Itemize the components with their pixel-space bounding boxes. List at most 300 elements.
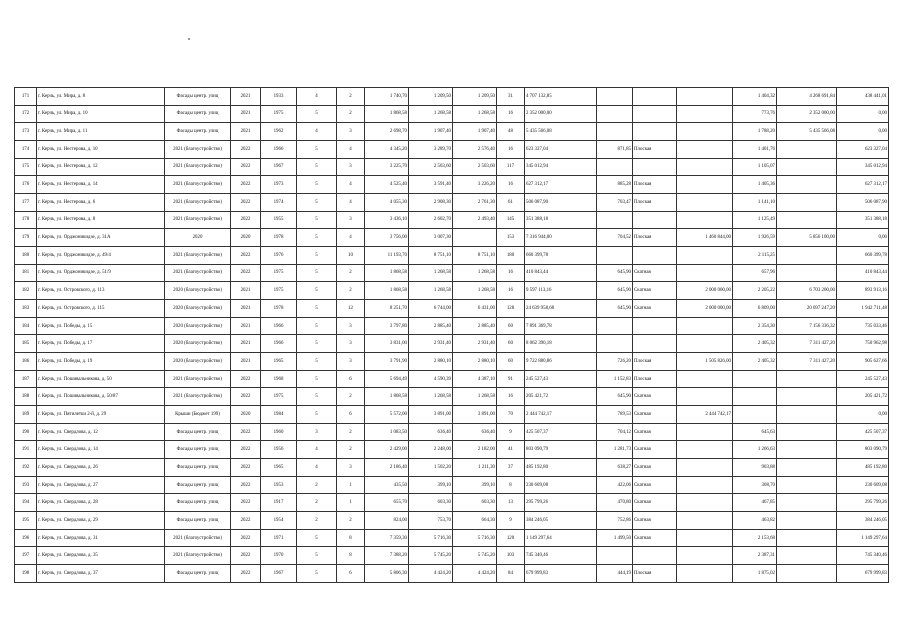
program-type-cell: Фасады центр. улиц xyxy=(165,423,231,441)
program-year-cell: 2022 xyxy=(231,529,261,547)
total-cost-cell: 627 312,17 xyxy=(525,176,597,194)
entrances-cell: 2 xyxy=(337,105,365,123)
living-area-cell: 4 424,20 xyxy=(409,565,453,583)
table-row xyxy=(15,229,889,247)
table-row xyxy=(15,565,889,583)
table-row xyxy=(15,494,889,512)
landscaping-cost-cell: 345 012,94 xyxy=(837,158,889,176)
built-year-cell: 1973 xyxy=(261,176,297,194)
program-year-cell: 2022 xyxy=(231,423,261,441)
roof-area-cell: 871,85 xyxy=(597,141,633,159)
landscaping-cost-cell: 0,00 xyxy=(837,105,889,123)
roof-type-cell: Скатная xyxy=(633,529,677,547)
address-cell: г. Керчь, ул. Свердлова, д. 14 xyxy=(37,441,165,459)
residents-cell: 9 xyxy=(497,423,525,441)
program-year-cell: 2021 xyxy=(231,88,261,106)
entrances-cell: 10 xyxy=(337,247,365,265)
living-area-cell: 1 502,20 xyxy=(409,459,453,477)
facade-cost-cell xyxy=(777,423,837,441)
built-year-cell: 1970 xyxy=(261,547,297,565)
roof-type-cell: Скатная xyxy=(633,388,677,406)
living-area-cell: 2 880,10 xyxy=(409,353,453,371)
roof-area-cell xyxy=(597,123,633,141)
built-year-cell: 1966 xyxy=(261,317,297,335)
roof-area-cell: 645,90 xyxy=(597,300,633,318)
program-type-cell: Фасады центр. улиц xyxy=(165,494,231,512)
landscaping-cost-cell: 1 942 711,48 xyxy=(837,300,889,318)
living-area-cell: 1 268,58 xyxy=(409,282,453,300)
total-cost-cell: 803 090,79 xyxy=(525,441,597,459)
facade-cost-cell xyxy=(777,476,837,494)
living-area-cell: 2 602,70 xyxy=(409,211,453,229)
roof-type-cell xyxy=(633,211,677,229)
residential-area-cell: 1 268,58 xyxy=(453,264,497,282)
facade-area-cell: 1 404,32 xyxy=(733,88,777,106)
address-cell: г. Керчь, ул. Свердлова, д. 26 xyxy=(37,459,165,477)
floors-cell: 5 xyxy=(297,388,337,406)
roof-type-cell: Скатная xyxy=(633,441,677,459)
facade-cost-cell xyxy=(777,388,837,406)
roof-cost-cell xyxy=(677,494,733,512)
program-type-cell: 2021 (благоустройство) xyxy=(165,247,231,265)
living-area-cell: 3 891,00 xyxy=(409,406,453,424)
floors-cell: 5 xyxy=(297,105,337,123)
total-area-cell: 435,50 xyxy=(365,476,409,494)
landscaping-cost-cell: 485 192,80 xyxy=(837,459,889,477)
total-cost-cell: 8 062 390,18 xyxy=(525,335,597,353)
total-cost-cell: 5 435 566,08 xyxy=(525,123,597,141)
address-cell: г. Керчь, ул. Свердлова, д. 27 xyxy=(37,476,165,494)
row-number: 190 xyxy=(15,423,37,441)
residents-cell: 60 xyxy=(497,353,525,371)
roof-cost-cell: 1 505 826,00 xyxy=(677,353,733,371)
roof-type-cell xyxy=(633,158,677,176)
entrances-cell: 4 xyxy=(337,176,365,194)
row-number: 192 xyxy=(15,459,37,477)
roof-cost-cell xyxy=(677,529,733,547)
floors-cell: 5 xyxy=(297,565,337,583)
roof-type-cell xyxy=(633,88,677,106)
built-year-cell: 1965 xyxy=(261,459,297,477)
total-area-cell: 7 388,20 xyxy=(365,547,409,565)
roof-type-cell: Плоская xyxy=(633,229,677,247)
roof-type-cell: Скатная xyxy=(633,423,677,441)
roof-cost-cell xyxy=(677,123,733,141)
roof-area-cell: 638,27 xyxy=(597,459,633,477)
residents-cell: 16 xyxy=(497,282,525,300)
roof-cost-cell xyxy=(677,512,733,530)
facade-cost-cell: 5 435 566,08 xyxy=(777,123,837,141)
program-year-cell: 2021 xyxy=(231,123,261,141)
residents-cell: 9 xyxy=(497,512,525,530)
total-cost-cell: 24 639 958,68 xyxy=(525,300,597,318)
roof-type-cell xyxy=(633,317,677,335)
facade-cost-cell xyxy=(777,547,837,565)
table-row xyxy=(15,476,889,494)
roof-type-cell xyxy=(633,335,677,353)
row-number: 179 xyxy=(15,229,37,247)
total-area-cell: 4 345,20 xyxy=(365,141,409,159)
row-number: 191 xyxy=(15,441,37,459)
table-row xyxy=(15,406,889,424)
roof-cost-cell xyxy=(677,476,733,494)
entrances-cell: 2 xyxy=(337,423,365,441)
facade-area-cell: 2 387,31 xyxy=(733,547,777,565)
roof-cost-cell xyxy=(677,105,733,123)
floors-cell: 5 xyxy=(297,282,337,300)
roof-cost-cell xyxy=(677,335,733,353)
residential-area-cell: 2 885,40 xyxy=(453,317,497,335)
residents-cell: 120 xyxy=(497,529,525,547)
roof-area-cell: 470,80 xyxy=(597,494,633,512)
table-row xyxy=(15,158,889,176)
program-year-cell: 2022 xyxy=(231,141,261,159)
roof-cost-cell xyxy=(677,317,733,335)
residents-cell: 16 xyxy=(497,141,525,159)
facade-area-cell: 1 266,63 xyxy=(733,441,777,459)
total-area-cell: 3 436,10 xyxy=(365,211,409,229)
floors-cell: 5 xyxy=(297,247,337,265)
living-area-cell: 1 907,40 xyxy=(409,123,453,141)
entrances-cell: 2 xyxy=(337,88,365,106)
facade-cost-cell xyxy=(777,158,837,176)
program-year-cell: 2021 xyxy=(231,300,261,318)
entrances-cell: 4 xyxy=(337,229,365,247)
built-year-cell: 1968 xyxy=(261,370,297,388)
row-number: 171 xyxy=(15,88,37,106)
total-cost-cell: 7 316 944,00 xyxy=(525,229,597,247)
living-area-cell: 1 268,58 xyxy=(409,105,453,123)
landscaping-cost-cell: 905 627,66 xyxy=(837,353,889,371)
entrances-cell: 3 xyxy=(337,211,365,229)
row-number: 184 xyxy=(15,317,37,335)
facade-area-cell: 2 153,68 xyxy=(733,529,777,547)
table-row xyxy=(15,105,889,123)
built-year-cell: 1965 xyxy=(261,353,297,371)
address-cell: г. Керчь, ул. Нестерова, д. 6 xyxy=(37,194,165,212)
residential-area-cell: 636,40 xyxy=(453,423,497,441)
roof-type-cell xyxy=(633,247,677,265)
address-cell: г. Керчь, ул. Нестерова, д. 14 xyxy=(37,176,165,194)
table-row xyxy=(15,211,889,229)
row-number: 180 xyxy=(15,247,37,265)
facade-area-cell: 1 788,20 xyxy=(733,123,777,141)
row-number: 175 xyxy=(15,158,37,176)
built-year-cell: 1974 xyxy=(261,194,297,212)
address-cell: г. Керчь, ул. Орджоникидзе, д. 31А xyxy=(37,229,165,247)
living-area-cell: 1 209,50 xyxy=(409,88,453,106)
built-year-cell: 1975 xyxy=(261,264,297,282)
entrances-cell: 3 xyxy=(337,158,365,176)
roof-area-cell: 645,90 xyxy=(597,282,633,300)
facade-area-cell xyxy=(733,406,777,424)
landscaping-cost-cell: 0,00 xyxy=(837,406,889,424)
roof-area-cell: 789,53 xyxy=(597,406,633,424)
address-cell: г. Керчь, ул. Свердлова, д. 37 xyxy=(37,565,165,583)
facade-cost-cell xyxy=(777,247,837,265)
roof-area-cell xyxy=(597,335,633,353)
address-cell: г. Керчь, ул. Орджоникидзе, д. 49/4 xyxy=(37,247,165,265)
roof-area-cell: 444,19 xyxy=(597,565,633,583)
total-cost-cell: 295 799,26 xyxy=(525,494,597,512)
living-area-cell: 4 590,39 xyxy=(409,370,453,388)
built-year-cell: 1976 xyxy=(261,247,297,265)
program-year-cell: 2022 xyxy=(231,194,261,212)
residential-area-cell: 4 387,10 xyxy=(453,370,497,388)
table-row xyxy=(15,388,889,406)
program-type-cell: Фасады центр. улиц xyxy=(165,459,231,477)
facade-cost-cell: 7 156 336,32 xyxy=(777,317,837,335)
program-type-cell: 2020 (благоустройство) xyxy=(165,353,231,371)
residential-area-cell: 3 226,20 xyxy=(453,176,497,194)
residential-area-cell: 2 880,10 xyxy=(453,353,497,371)
address-cell: г. Керчь, ул. Победы, д. 15 xyxy=(37,317,165,335)
row-number: 198 xyxy=(15,565,37,583)
row-number: 196 xyxy=(15,529,37,547)
roof-area-cell xyxy=(597,317,633,335)
facade-cost-cell xyxy=(777,565,837,583)
landscaping-cost-cell: 893 913,16 xyxy=(837,282,889,300)
built-year-cell: 1978 xyxy=(261,300,297,318)
facade-area-cell: 2 205,22 xyxy=(733,282,777,300)
facade-area-cell: 657,96 xyxy=(733,264,777,282)
floors-cell: 5 xyxy=(297,529,337,547)
landscaping-cost-cell: 745 340,46 xyxy=(837,547,889,565)
total-cost-cell: 9 722 880,86 xyxy=(525,353,597,371)
total-cost-cell: 7 891 369,78 xyxy=(525,317,597,335)
total-area-cell: 7 359,30 xyxy=(365,529,409,547)
program-type-cell: 2020 (благоустройство) xyxy=(165,335,231,353)
total-cost-cell: 660 399,78 xyxy=(525,247,597,265)
program-type-cell: Фасады центр. улиц xyxy=(165,441,231,459)
floors-cell: 4 xyxy=(297,123,337,141)
facade-cost-cell: 2 352 000,00 xyxy=(777,105,837,123)
roof-cost-cell xyxy=(677,247,733,265)
facade-cost-cell xyxy=(777,264,837,282)
roof-cost-cell xyxy=(677,194,733,212)
facade-area-cell: 1 875,02 xyxy=(733,565,777,583)
facade-area-cell: 645,63 xyxy=(733,423,777,441)
total-cost-cell: 2 352 000,00 xyxy=(525,105,597,123)
residents-cell: 180 xyxy=(497,247,525,265)
facade-cost-cell xyxy=(777,370,837,388)
built-year-cell: 1954 xyxy=(261,512,297,530)
total-cost-cell: 230 609,08 xyxy=(525,476,597,494)
entrances-cell: 4 xyxy=(337,141,365,159)
total-cost-cell: 2 444 742,17 xyxy=(525,406,597,424)
facade-cost-cell xyxy=(777,211,837,229)
facade-area-cell: 2 115,25 xyxy=(733,247,777,265)
roof-area-cell: 1 499,50 xyxy=(597,529,633,547)
address-cell: г. Керчь, ул. Свердлова, д. 12 xyxy=(37,423,165,441)
facade-area-cell: 308,70 xyxy=(733,476,777,494)
total-area-cell: 1 083,50 xyxy=(365,423,409,441)
living-area-cell: 5 716,30 xyxy=(409,529,453,547)
entrances-cell: 6 xyxy=(337,370,365,388)
address-cell: г. Керчь, ул. Свердлова, д. 28 xyxy=(37,494,165,512)
facade-area-cell: 463,82 xyxy=(733,512,777,530)
program-type-cell: 2021 (благоустройство) xyxy=(165,141,231,159)
floors-cell: 5 xyxy=(297,317,337,335)
landscaping-cost-cell: 1 149 297,64 xyxy=(837,529,889,547)
residents-cell: 70 xyxy=(497,406,525,424)
landscaping-cost-cell: 295 799,26 xyxy=(837,494,889,512)
address-cell: г. Керчь, ул. Свердлова, д. 35 xyxy=(37,547,165,565)
entrances-cell: 3 xyxy=(337,353,365,371)
program-type-cell: 2020 xyxy=(165,229,231,247)
program-type-cell: 2021 (благоустройство) xyxy=(165,176,231,194)
living-area-cell: 636,40 xyxy=(409,423,453,441)
address-cell: г. Керчь, ул. Нестерова, д. 12 xyxy=(37,158,165,176)
table-row xyxy=(15,282,889,300)
row-number: 185 xyxy=(15,335,37,353)
program-year-cell: 2022 xyxy=(231,158,261,176)
roof-cost-cell: 2 000 000,00 xyxy=(677,282,733,300)
landscaping-cost-cell: 627 312,17 xyxy=(837,176,889,194)
program-year-cell: 2022 xyxy=(231,512,261,530)
residents-cell: 61 xyxy=(497,194,525,212)
living-area-cell: 3 289,70 xyxy=(409,141,453,159)
floors-cell: 4 xyxy=(297,441,337,459)
roof-type-cell: Плоская xyxy=(633,141,677,159)
floors-cell: 3 xyxy=(297,423,337,441)
row-number: 186 xyxy=(15,353,37,371)
address-cell: г. Керчь, ул. Победы, д. 17 xyxy=(37,335,165,353)
floors-cell: 4 xyxy=(297,88,337,106)
landscaping-cost-cell: 245 527,43 xyxy=(837,370,889,388)
landscaping-cost-cell: 351 388,18 xyxy=(837,211,889,229)
program-type-cell: 2021 (благоустройство) xyxy=(165,194,231,212)
living-area-cell: 753,70 xyxy=(409,512,453,530)
table-row xyxy=(15,459,889,477)
row-number: 176 xyxy=(15,176,37,194)
entrances-cell: 2 xyxy=(337,282,365,300)
roof-cost-cell xyxy=(677,547,733,565)
living-area-cell: 2 885,40 xyxy=(409,317,453,335)
landscaping-cost-cell: 230 609,08 xyxy=(837,476,889,494)
living-area-cell: 2 908,30 xyxy=(409,194,453,212)
floors-cell: 2 xyxy=(297,476,337,494)
facade-cost-cell xyxy=(777,176,837,194)
residential-area-cell: 2 503,60 xyxy=(453,158,497,176)
facade-area-cell: 1 926,59 xyxy=(733,229,777,247)
roof-cost-cell xyxy=(677,176,733,194)
program-year-cell: 2022 xyxy=(231,494,261,512)
landscaping-cost-cell: 803 090,79 xyxy=(837,441,889,459)
row-number: 173 xyxy=(15,123,37,141)
roof-cost-cell xyxy=(677,423,733,441)
program-year-cell: 2021 xyxy=(231,105,261,123)
residential-area-cell: 2 182,00 xyxy=(453,441,497,459)
roof-cost-cell xyxy=(677,370,733,388)
residents-cell: 16 xyxy=(497,176,525,194)
facade-cost-cell: 5 856 100,00 xyxy=(777,229,837,247)
total-cost-cell: 351 388,18 xyxy=(525,211,597,229)
table-row xyxy=(15,264,889,282)
address-cell: г. Керчь, ул. Пошивальникова, д. 50 xyxy=(37,370,165,388)
floors-cell: 5 xyxy=(297,406,337,424)
total-cost-cell: 410 843,44 xyxy=(525,264,597,282)
address-cell: г. Керчь, ул. Островского, д. 113 xyxy=(37,282,165,300)
landscaping-cost-cell: 438 441,01 xyxy=(837,88,889,106)
floors-cell: 2 xyxy=(297,512,337,530)
floors-cell: 5 xyxy=(297,335,337,353)
row-number: 183 xyxy=(15,300,37,318)
entrances-cell: 3 xyxy=(337,317,365,335)
table-row xyxy=(15,512,889,530)
program-type-cell: 2021 (благоустройство) xyxy=(165,264,231,282)
address-cell: г. Керчь, ул. Мира, д. 8 xyxy=(37,88,165,106)
living-area-cell: 399,10 xyxy=(409,476,453,494)
built-year-cell: 1956 xyxy=(261,441,297,459)
program-type-cell: 2020 (благоустройство) xyxy=(165,300,231,318)
program-type-cell: 2020 (благоустройство) xyxy=(165,282,231,300)
total-area-cell: 1 868,58 xyxy=(365,105,409,123)
row-number: 172 xyxy=(15,105,37,123)
entrances-cell: 6 xyxy=(337,406,365,424)
program-year-cell: 2022 xyxy=(231,370,261,388)
table-row xyxy=(15,247,889,265)
program-type-cell: Фасады центр. улиц xyxy=(165,105,231,123)
row-number: 195 xyxy=(15,512,37,530)
total-area-cell: 4 525,40 xyxy=(365,176,409,194)
roof-area-cell xyxy=(597,211,633,229)
total-cost-cell: 623 327,04 xyxy=(525,141,597,159)
landscaping-cost-cell: 660 399,78 xyxy=(837,247,889,265)
roof-cost-cell: 2 000 000,00 xyxy=(677,300,733,318)
roof-type-cell: Плоская xyxy=(633,194,677,212)
roof-cost-cell xyxy=(677,459,733,477)
roof-type-cell: Плоская xyxy=(633,565,677,583)
residential-area-cell: 2 931,40 xyxy=(453,335,497,353)
facade-area-cell: 1 105,07 xyxy=(733,158,777,176)
total-area-cell: 11 193,70 xyxy=(365,247,409,265)
roof-area-cell xyxy=(597,105,633,123)
program-year-cell: 2022 xyxy=(231,547,261,565)
row-number: 194 xyxy=(15,494,37,512)
table-row xyxy=(15,370,889,388)
living-area-cell: 2 503,60 xyxy=(409,158,453,176)
scan-speck xyxy=(188,38,190,40)
living-area-cell: 2 248,00 xyxy=(409,441,453,459)
program-year-cell: 2022 xyxy=(231,388,261,406)
roof-cost-cell xyxy=(677,264,733,282)
facade-cost-cell: 7 311 427,20 xyxy=(777,353,837,371)
table-row xyxy=(15,88,889,106)
facade-area-cell: 773,76 xyxy=(733,105,777,123)
landscaping-cost-cell: 205 421,72 xyxy=(837,388,889,406)
total-area-cell: 8 251,70 xyxy=(365,300,409,318)
residents-cell: 31 xyxy=(497,88,525,106)
entrances-cell: 3 xyxy=(337,335,365,353)
residential-area-cell xyxy=(453,229,497,247)
roof-area-cell: 704,12 xyxy=(597,423,633,441)
roof-type-cell xyxy=(633,123,677,141)
built-year-cell: 1933 xyxy=(261,88,297,106)
table-row xyxy=(15,194,889,212)
total-area-cell: 2 698,70 xyxy=(365,123,409,141)
total-area-cell: 4 055,30 xyxy=(365,194,409,212)
roof-cost-cell xyxy=(677,441,733,459)
entrances-cell: 3 xyxy=(337,123,365,141)
entrances-cell: 8 xyxy=(337,547,365,565)
residential-area-cell: 1 268,58 xyxy=(453,105,497,123)
landscaping-cost-cell: 750 962,98 xyxy=(837,335,889,353)
landscaping-cost-cell: 0,00 xyxy=(837,229,889,247)
total-area-cell: 1 868,58 xyxy=(365,388,409,406)
program-type-cell: Фасады центр. улиц xyxy=(165,512,231,530)
built-year-cell: 1960 xyxy=(261,423,297,441)
